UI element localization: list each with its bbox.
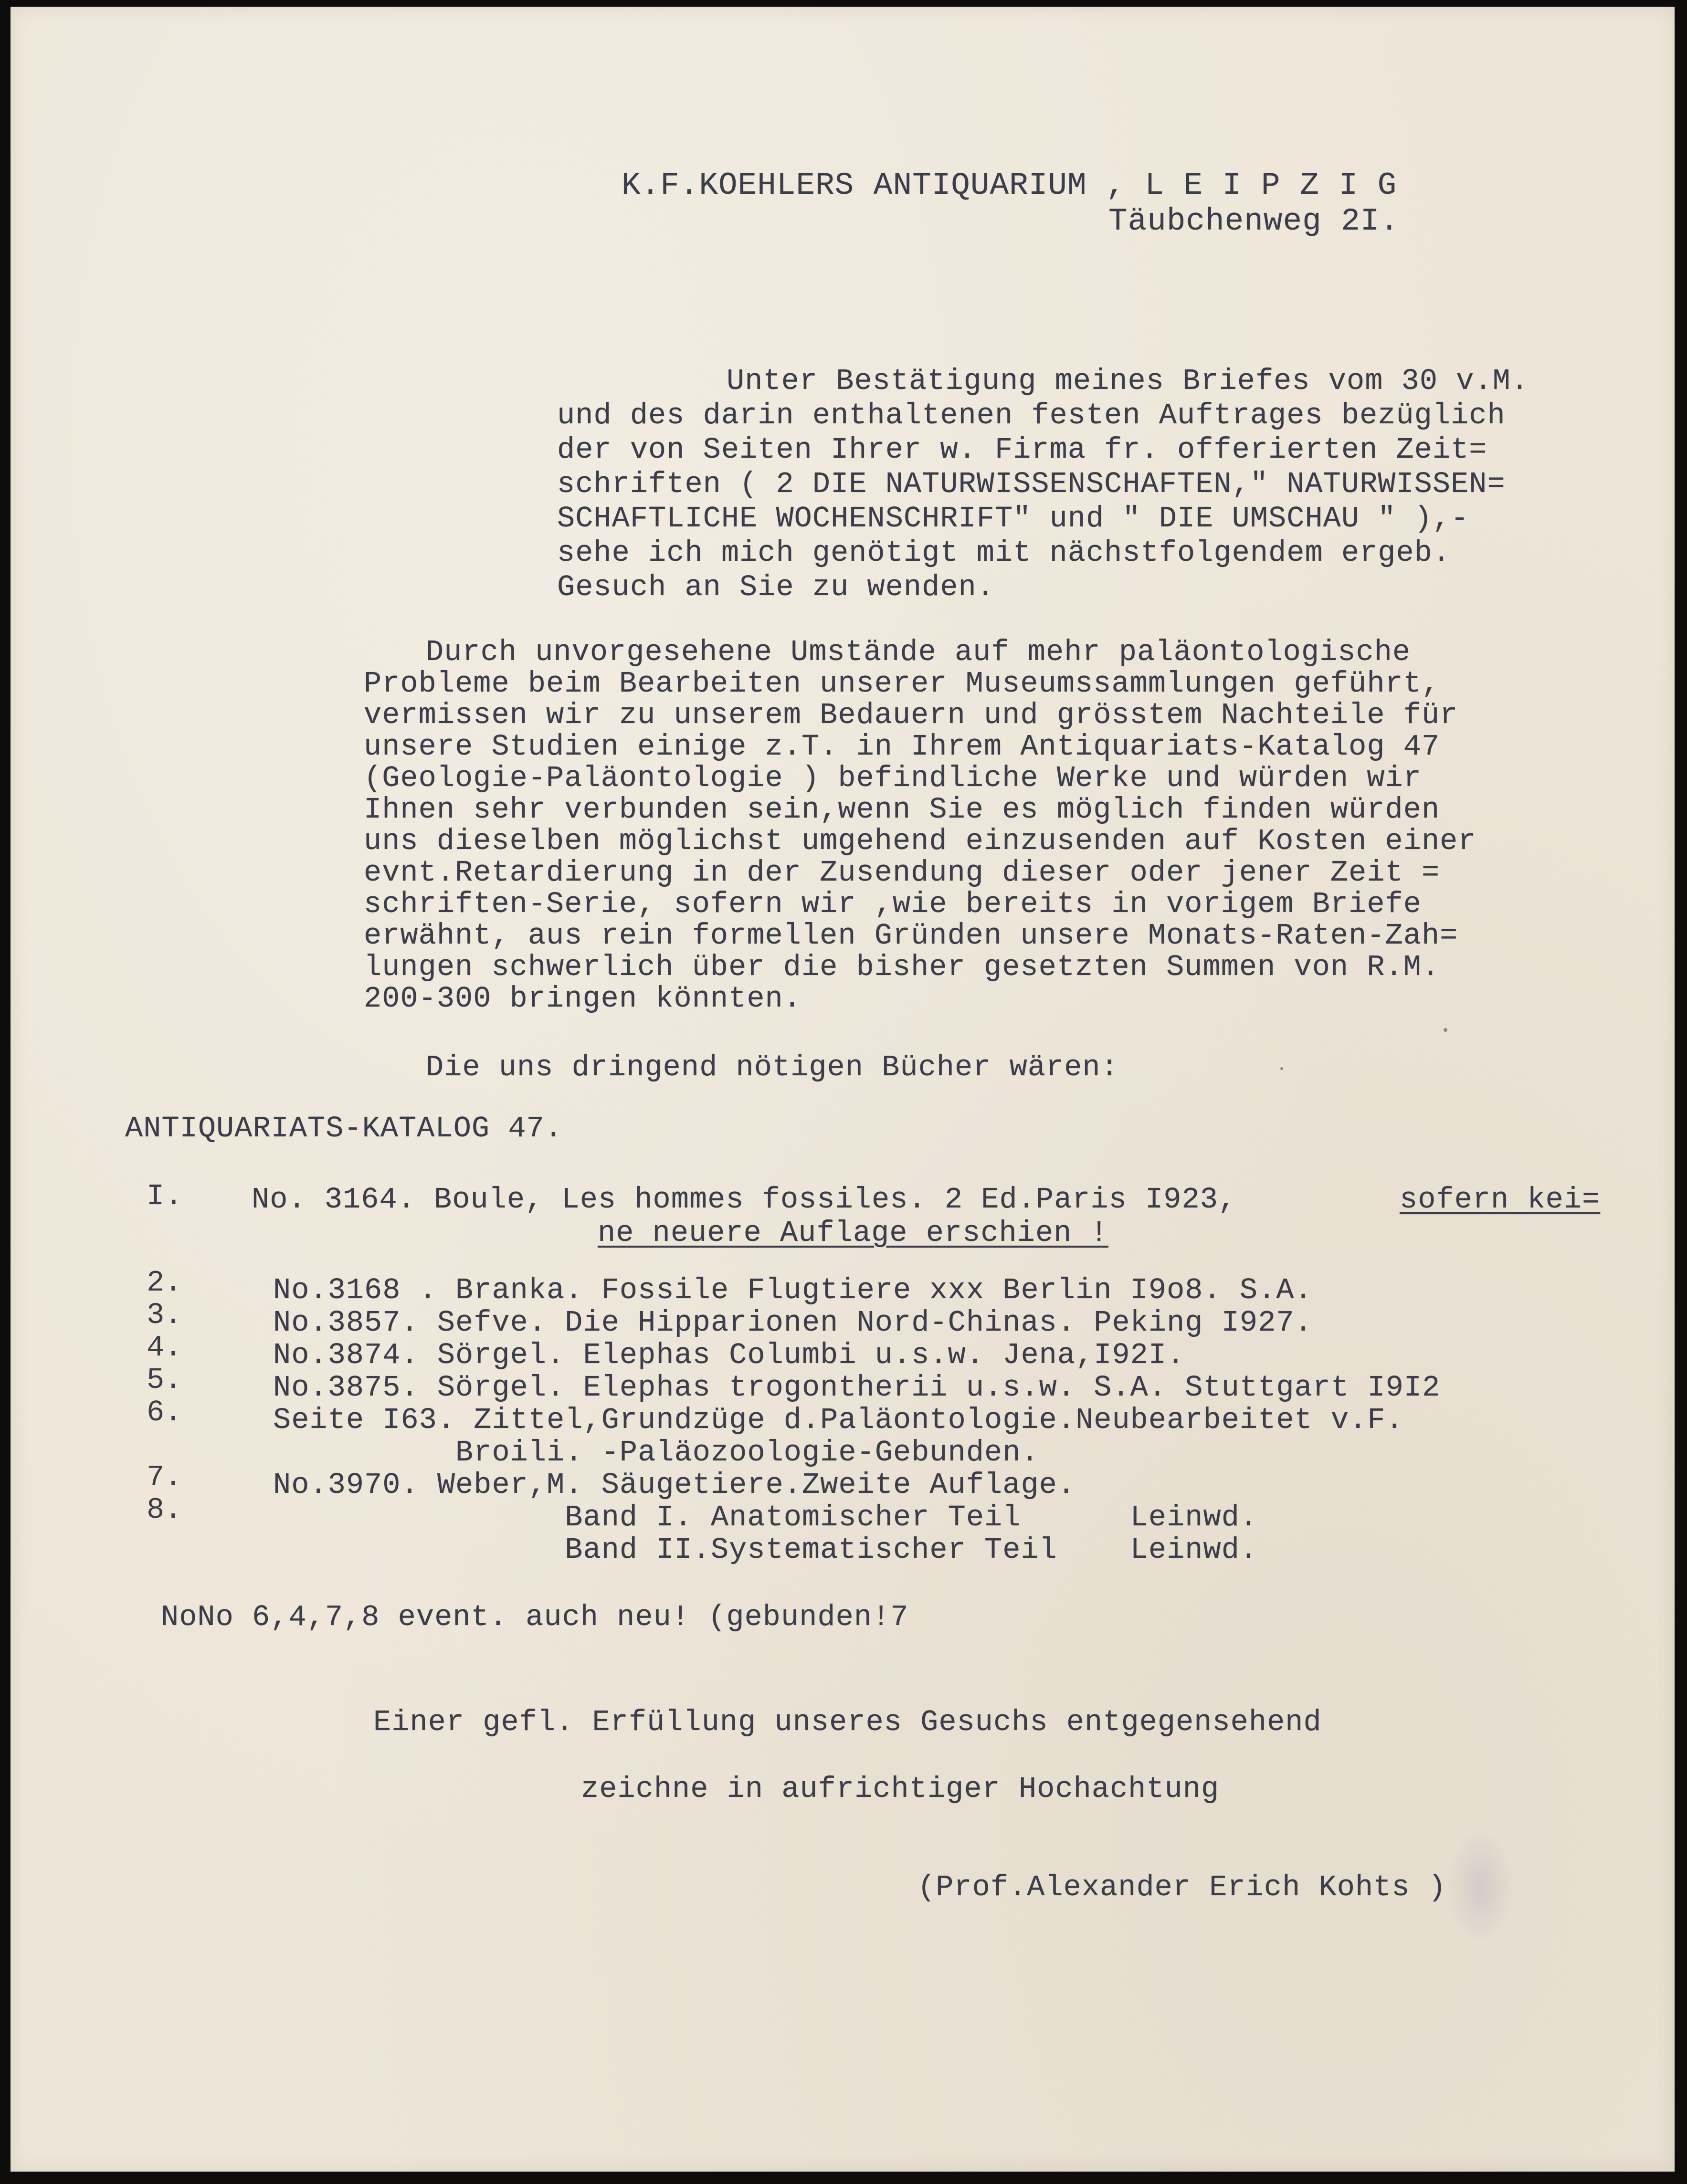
item-1-number: I. (147, 1179, 183, 1213)
paragraph-2-line: evnt.Retardierung in der Zusendung dieser oder jener Zeit = (364, 856, 1440, 890)
list-item: No.3875. Sörgel. Elephas trogontherii u.s.w. S.A. Stuttgart I9I2 (273, 1371, 1441, 1405)
stray-mark (1444, 1028, 1447, 1032)
paragraph-1-line: schriften ( 2 DIE NATURWISSENSCHAFTEN," NATURWISSEN= (557, 467, 1506, 501)
item-number: 6. (147, 1396, 182, 1429)
item-number: 4. (147, 1331, 182, 1365)
note: NoNo 6,4,7,8 event. auch neu! (gebunden!7 (161, 1600, 909, 1634)
list-item: Band I. Anatomischer Teil Leinwd. (273, 1501, 1258, 1534)
item-number: 7. (147, 1460, 182, 1494)
list-item: No.3874. Sörgel. Elephas Columbi u.s.w. Jena,I92I. (273, 1338, 1185, 1372)
list-intro: Die uns dringend nötigen Bücher wären: (426, 1050, 1119, 1084)
paragraph-1-line: sehe ich mich genötigt mit nächstfolgendem ergeb. (557, 536, 1451, 570)
list-item: Seite I63. Zittel,Grundzüge d.Paläontologie.Neubearbeitet v.F. (273, 1403, 1404, 1437)
paragraph-1-line: Unter Bestätigung meines Briefes vom 30 v.M. (727, 364, 1529, 398)
item-number: 5. (147, 1363, 182, 1397)
letter-page (11, 7, 1675, 2172)
closing-line-2: zeichne in aufrichtiger Hochachtung (581, 1772, 1220, 1806)
letterhead-company: K.F.KOEHLERS ANTIQUARIUM , L E I P Z I G (622, 168, 1397, 203)
paragraph-2-line: schriften-Serie, sofern wir ,wie bereits in vorigem Briefe (364, 887, 1422, 921)
item-1-underlined-text: ne neuere Auflage erschien ! (598, 1216, 1108, 1250)
paragraph-2-line: unsere Studien einige z.T. in Ihrem Antiquariats-Katalog 47 (364, 730, 1440, 764)
list-item: Broili. -Paläozoologie-Gebunden. (273, 1436, 1039, 1470)
paragraph-1-line: der von Seiten Ihrer w. Firma fr. offerierten Zeit= (557, 433, 1487, 467)
item-1-underlined-text: sofern kei= (1400, 1183, 1601, 1217)
ink-blot (1447, 1830, 1514, 1944)
list-item: No.3857. Sefve. Die Hipparionen Nord-Chinas. Peking I927. (273, 1306, 1313, 1340)
item-number: 3. (147, 1298, 182, 1332)
paragraph-2-line: lungen schwerlich über die bisher gesetzten Summen von R.M. (364, 950, 1440, 984)
catalog-heading: ANTIQUARIATS-KATALOG 47. (125, 1112, 563, 1145)
paragraph-2-line: (Geologie-Paläontologie ) befindliche Werke und würden wir (364, 761, 1422, 795)
item-number: 2. (147, 1266, 182, 1300)
item-number: 8. (147, 1493, 182, 1527)
paragraph-1-line: SCHAFTLICHE WOCHENSCHRIFT" und " DIE UMSCHAU " ),- (557, 502, 1469, 536)
paragraph-2-line: Durch unvorgesehene Umstände auf mehr paläontologische (426, 635, 1411, 669)
paragraph-1-line: Gesuch an Sie zu wenden. (557, 570, 995, 604)
closing-line-1: Einer gefl. Erfüllung unseres Gesuchs entgegensehend (373, 1705, 1322, 1739)
paragraph-2-line: Ihnen sehr verbunden sein,wenn Sie es möglich finden würden (364, 793, 1440, 827)
list-item: Band II.Systematischer Teil Leinwd. (273, 1533, 1258, 1567)
paragraph-2-line: vermissen wir zu unserem Bedauern und grösstem Nachteile für (364, 698, 1458, 732)
paragraph-1-line: und des darin enthaltenen festen Auftrages bezüglich (557, 399, 1506, 432)
paragraph-2-line: uns dieselben möglichst umgehend einzusenden auf Kosten einer (364, 824, 1476, 858)
paragraph-2-line: erwähnt, aus rein formellen Gründen unsere Monats-Raten-Zah= (364, 919, 1458, 953)
signature: (Prof.Alexander Erich Kohts ) (917, 1870, 1446, 1904)
paragraph-2-line: 200-300 bringen könnten. (364, 982, 801, 1016)
letterhead-address: Täubchenweg 2I. (1108, 203, 1400, 239)
paragraph-2-line: Probleme beim Bearbeiten unserer Museumssammlungen geführt, (364, 667, 1440, 701)
list-item: No.3970. Weber,M. Säugetiere.Zweite Auflage. (273, 1468, 1076, 1502)
item-1-text: No. 3164. Boule, Les hommes fossiles. 2 Ed.Paris I923, (252, 1183, 1237, 1217)
list-item: No.3168 . Branka. Fossile Flugtiere xxx Berlin I9o8. S.A. (273, 1273, 1313, 1307)
stray-mark (1280, 1067, 1283, 1070)
